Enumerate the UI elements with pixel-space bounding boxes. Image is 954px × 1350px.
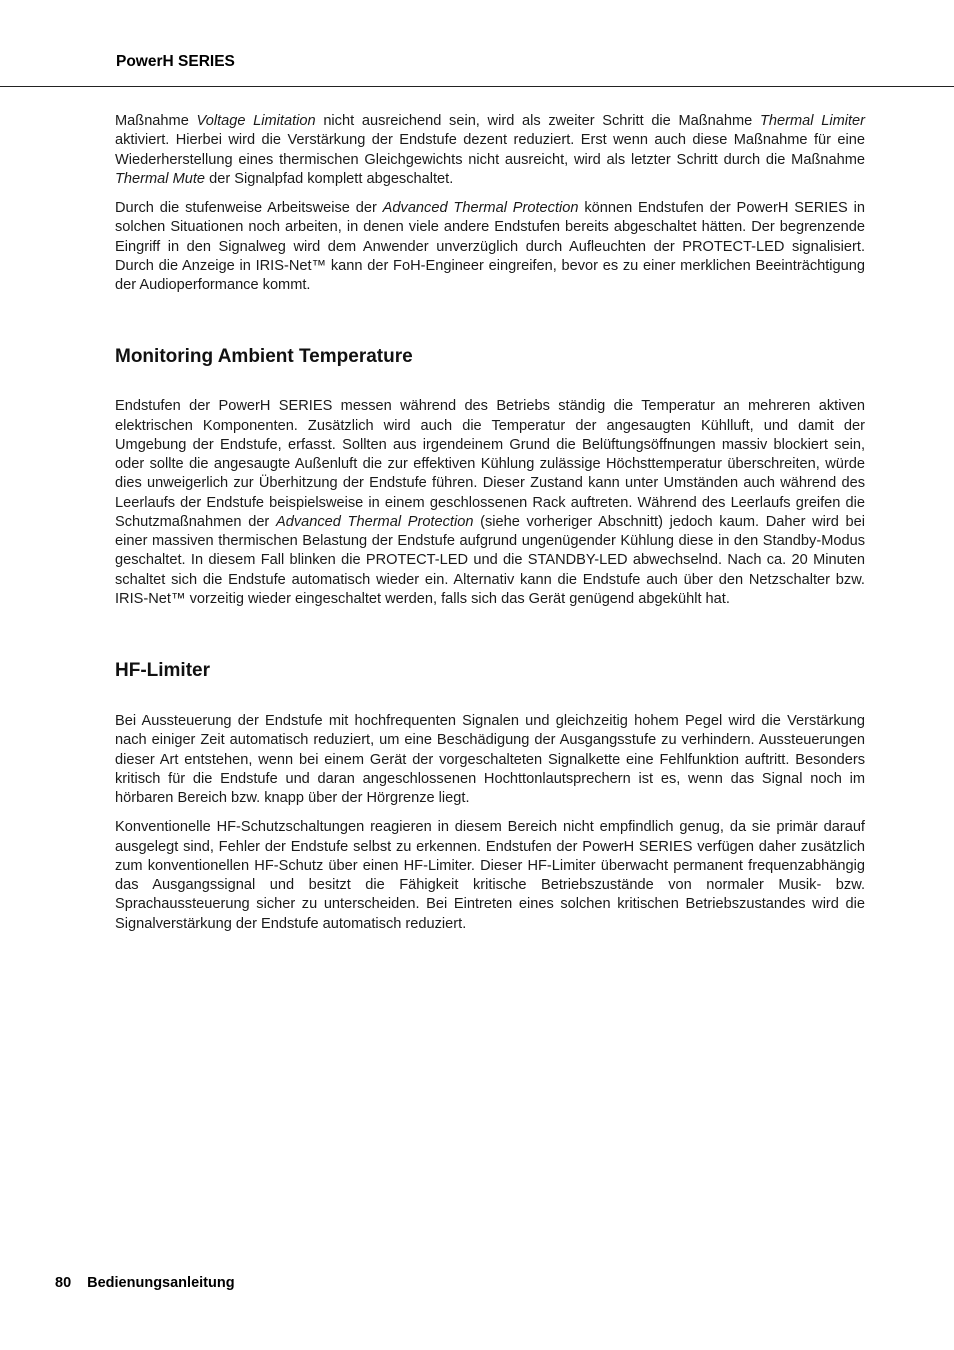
italic-term: Thermal Mute [115, 170, 206, 187]
text-run: der Signalpfad komplett abgeschaltet. [205, 170, 454, 187]
text-run: aktiviert. Hierbei wird die Verstärkung der Endstufe dezent reduziert. Erst wenn auch diese Maßnahme für eine Wiederherstellung eines thermischen Gleichgewichts nicht ausreicht, wird als letzter Schritt durch die Maßnahme [115, 132, 865, 168]
hf-limiter-paragraph-2: Konventionelle HF-Schutzschaltungen reagieren in diesem Bereich nicht empfindlich genug, da sie primär darauf ausgelegt sind, Fehler der Endstufe selbst zu erkennen. Endstufen der PowerH SERIES verfügen daher zusätzlich zum konventionellen HF-Schutz über einen HF-Limiter. Dieser HF-Limiter überwacht permanent frequenzabhängig das Ausgangssignal und besitzt die Fähigkeit kritische Betriebszustände von normaler Musik- bzw. Sprachaussteuerung sicher zu unterscheiden. Bei Eintreten eines solchen kritischen Betriebszustandes wird die Signalverstärkung der Endstufe automatisch reduziert. [115, 819, 865, 932]
text-run: Endstufen der PowerH SERIES messen während des Betriebs ständig die Temperatur an mehreren aktiven elektrischen Komponenten. Zusätzlich wird auch die Temperatur der angesaugten Kühlluft, und damit der Umgebung der Endstufe, erfasst. Sollten aus irgendeinem Grund die Belüftungsöffnungen massiv blockiert sein, oder sollte die angesaugte Außenluft die zur effektiven Kühlung zulässige Höchsttemperatur überschreiten, würde dies unweigerlich zur Überhitzung der Endstufe führen. Dieser Zustand kann unter Umständen auch während des Leerlaufs der Endstufe beispielsweise in einem geschlossenen Rack auftreten. Während des Leerlaufs greifen die Schutzmaßnahmen der [115, 398, 865, 530]
text-run: nicht ausreichend sein, wird als zweiter Schritt die Maßnahme [315, 113, 760, 129]
text-run: Durch die stufenweise Arbeitsweise der [115, 200, 383, 216]
italic-term: Thermal Limiter [760, 113, 866, 129]
intro-paragraph-1 [115, 112, 865, 189]
text-run: Maßnahme [115, 113, 197, 129]
italic-term: Advanced Thermal Protection [275, 513, 474, 530]
monitoring-paragraph [115, 397, 865, 609]
page-body [115, 112, 865, 934]
text-run: (siehe vorheriger Abschnitt) jedoch kaum. Daher wird bei einer massiven thermischen Belastung der Endstufe aufgrund ungenügender Kühlung diese in den Standby-Modus geschaltet. In diesem Fall blinken die PROTECT-LED und die STANDBY-LED abwechselnd. Nach ca. 20 Minuten schaltet sich die Endstufe automatisch wieder ein. Alternativ kann die Endstufe auch über den Netzschalter bzw. IRIS-Net™ vorzeitig wieder eingeschaltet werden, falls sich das Gerät genügend abgekühlt hat. [115, 513, 865, 607]
italic-term: Voltage Limitation [196, 113, 316, 129]
text-run: können Endstufen der PowerH SERIES in solchen Situationen noch arbeiten, in denen viele andere Endstufen bereits abgeschaltet hätten. Der begrenzende Eingriff in den Signalweg wird dem Anwender unverzüglich durch Aufleuchten der PROTECT-LED signalisiert. Durch die Anzeige in IRIS-Net™ kann der FoH-Engineer eingreifen, bevor es zu einer merklichen Beeinträchtigung der Audioperformance kommt. [115, 200, 865, 293]
page-number: 80 [55, 1275, 72, 1291]
page-footer [55, 1275, 235, 1291]
section-heading-monitoring: Monitoring Ambient Temperature [115, 346, 413, 368]
section-heading-hf-limiter: HF-Limiter [115, 660, 210, 681]
intro-paragraph-2 [115, 199, 865, 295]
footer-label: Bedienungsanleitung [87, 1275, 235, 1291]
hf-limiter-paragraph-1: Bei Aussteuerung der Endstufe mit hochfrequenten Signalen und gleichzeitig hohem Pegel wird die Verstärkung nach einiger Zeit automatisch reduziert, um eine Beschädigung der Ausgangsstufe zu verhindern. Aussteuerungen dieser Art entstehen, wenn bei einem Gerät der vorgeschalteten Signalkette eine Fehlfunktion auftritt. Besonders kritisch für die Endstufe und daran angeschlossenen Hochttonlautsprechern ist es, wenn das Signal noch im hörbaren Bereich bzw. knapp über der Hörgrenze liegt. [115, 713, 865, 806]
running-header-title: PowerH SERIES [116, 53, 235, 70]
italic-term: Advanced Thermal Protection [382, 200, 579, 216]
header-divider [0, 86, 954, 87]
